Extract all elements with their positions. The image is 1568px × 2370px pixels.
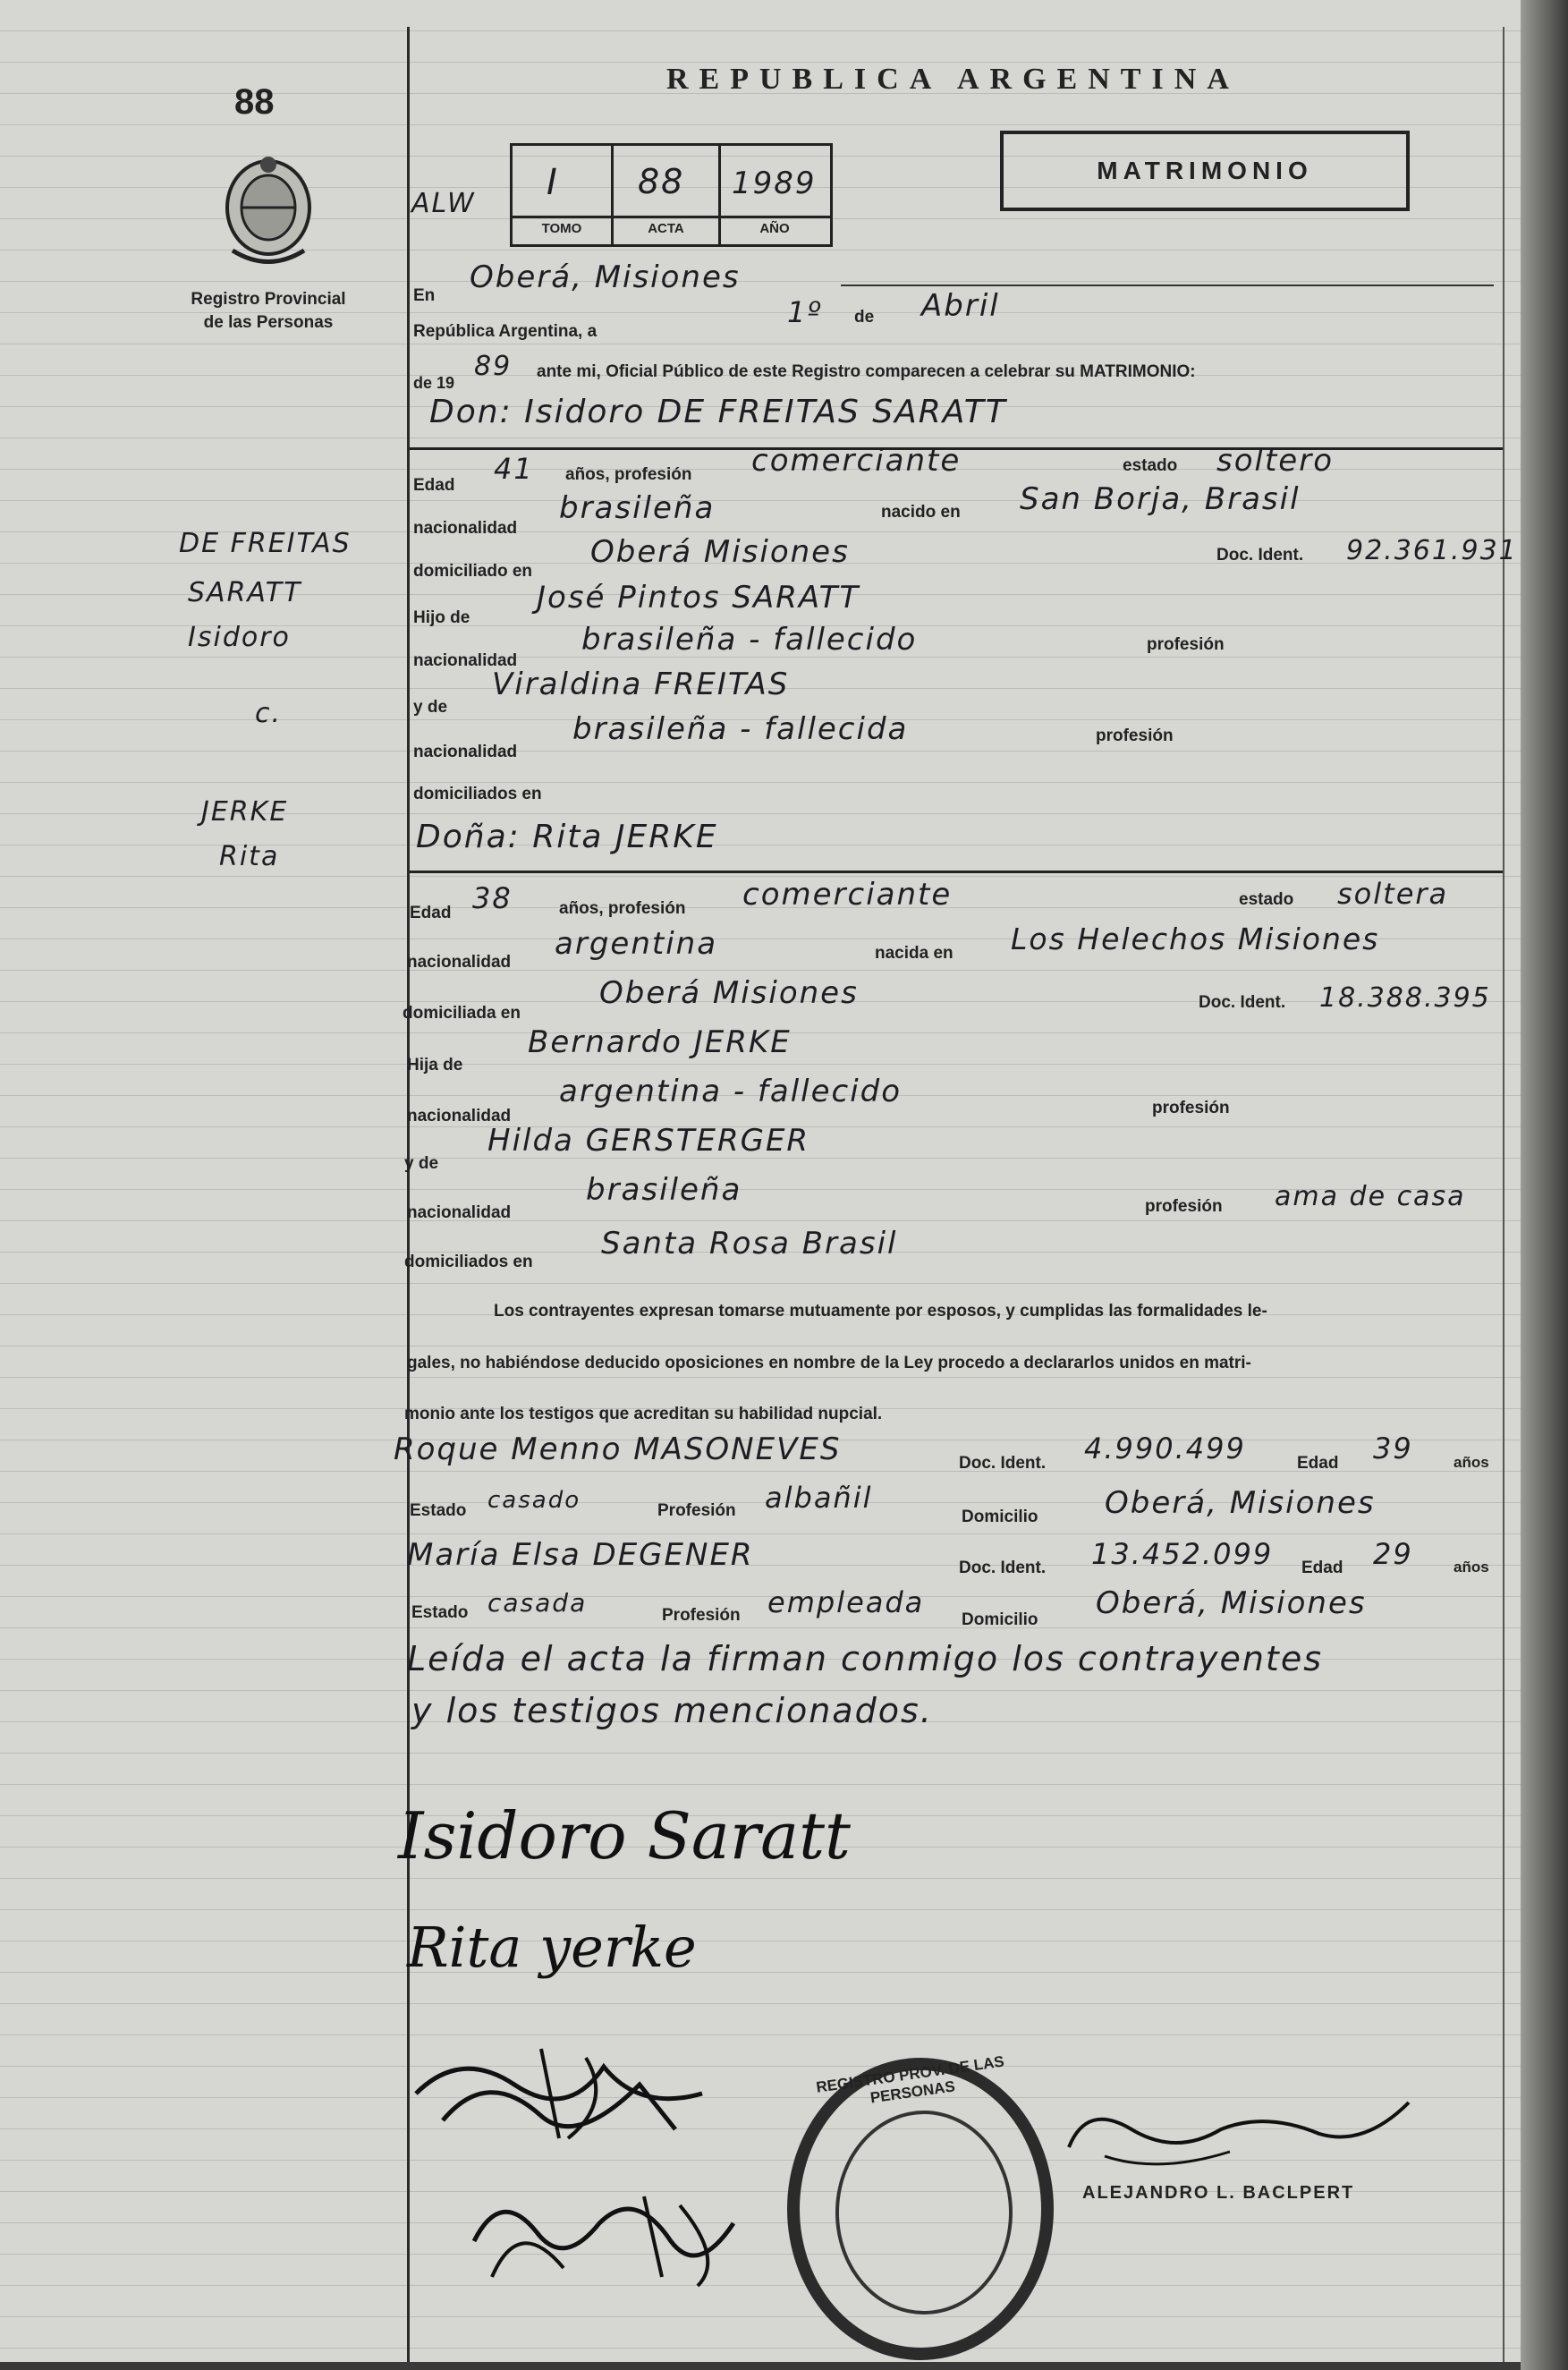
page-number: 88 (234, 82, 275, 122)
book-edge (1521, 0, 1568, 2370)
right-border (1503, 27, 1504, 2362)
witness2-domicilio-label: Domicilio (962, 1610, 1038, 1629)
ref-prefix: ALW (411, 188, 476, 219)
witness2-name: María Elsa DEGENER (407, 1537, 754, 1573)
witness2-edad-label: Edad (1301, 1559, 1343, 1577)
witness1-profesion-label: Profesión (657, 1501, 736, 1520)
groom-edad: 41 (494, 452, 534, 486)
bride-madre-nac-label: nacionalidad (407, 1203, 512, 1222)
bride-nacida-en: Los Helechos Misiones (1011, 922, 1380, 956)
groom-padre-nac-label: nacionalidad (413, 651, 518, 670)
year-prefix: de 19 (413, 374, 455, 392)
coat-of-arms-icon (215, 152, 322, 277)
margin-note-1: DE FREITAS (179, 528, 352, 559)
bride-padre-nac: argentina - fallecido (559, 1074, 903, 1109)
witness1-estado: casado (487, 1487, 581, 1514)
bride-padre: Bernardo JERKE (528, 1024, 792, 1060)
bride-edad-label: Edad (410, 904, 452, 922)
groom-yde-label: y de (413, 698, 448, 717)
groom-edad-label: Edad (413, 476, 455, 495)
groom-madre: Viraldina FREITAS (492, 667, 790, 702)
witness2-doc: 13.452.099 (1091, 1537, 1274, 1571)
registry-seal (787, 2052, 1054, 2360)
seal-text: REGISTRO PROV. DE LAS PERSONAS (815, 2052, 1005, 2107)
place-value: Oberá, Misiones (470, 259, 741, 295)
groom-doc: 92.361.931 (1346, 535, 1518, 566)
margin-divider (407, 27, 410, 2362)
bride-name: Doña: Rita JERKE (416, 819, 718, 855)
witness1-doc: 4.990.499 (1084, 1431, 1246, 1465)
bride-padre-prof-label: profesión (1152, 1099, 1230, 1117)
bride-domicilio: Oberá Misiones (599, 975, 859, 1011)
de-label: de (854, 308, 875, 327)
bride-dom-label: domiciliada en (403, 1004, 521, 1023)
bride-madre: Hilda GERSTERGER (487, 1123, 810, 1159)
groom-profesion: comerciante (751, 443, 962, 479)
witness2-anos-label: años (1454, 1559, 1489, 1576)
day-value: 1º (787, 295, 823, 329)
registry-line-1: Registro Provincial (191, 290, 346, 309)
groom-hijo-label: Hijo de (413, 608, 470, 627)
anio-label: AÑO (759, 221, 790, 236)
closing-line-2: y los testigos mencionados. (411, 1691, 933, 1730)
declaration-line-1: Los contrayentes expresan tomarse mutuamente por esposos, y cumplidas las formalidades le- (494, 1302, 1267, 1321)
witness2-estado: casada (487, 1588, 588, 1618)
tomo-value: I (547, 162, 559, 203)
reference-box (510, 143, 833, 247)
rule (841, 285, 1494, 286)
groom-nac-label: nacionalidad (413, 519, 518, 538)
witness1-edad: 39 (1373, 1431, 1413, 1465)
witness1-edad-label: Edad (1297, 1454, 1339, 1473)
groom-nacido-en: San Borja, Brasil (1020, 481, 1301, 517)
witness2-profesion-label: Profesión (662, 1606, 741, 1625)
bride-yde-label: y de (404, 1154, 439, 1173)
groom-domiciliados-label: domiciliados en (413, 785, 542, 803)
groom-madre-nac: brasileña - fallecida (572, 711, 909, 747)
groom-nacido-label: nacido en (881, 503, 961, 522)
witness1-doc-label: Doc. Ident. (959, 1454, 1047, 1473)
document-type-box (1000, 131, 1410, 211)
bride-estado-label: estado (1239, 890, 1294, 909)
witness1-name: Roque Menno MASONEVES (394, 1431, 842, 1467)
witness2-estado-label: Estado (411, 1603, 469, 1622)
acta-label: ACTA (648, 221, 684, 236)
declaration-line-3: monio ante los testigos que acreditan su habilidad nupcial. (404, 1405, 883, 1423)
groom-padre-nac: brasileña - fallecido (581, 622, 918, 658)
groom-signature: Isidoro Saratt (398, 1798, 851, 1873)
bride-hija-label: Hija de (407, 1056, 463, 1075)
groom-nacionalidad: brasileña (559, 490, 716, 526)
margin-note-6: Rita (219, 841, 280, 872)
witness2-domicilio: Oberá, Misiones (1096, 1585, 1367, 1621)
year-suffix: 89 (474, 351, 513, 382)
witness2-doc-label: Doc. Ident. (959, 1559, 1047, 1577)
month-value: Abril (921, 288, 1000, 324)
anio-value: 1989 (732, 166, 817, 201)
witness1-domicilio-label: Domicilio (962, 1508, 1038, 1526)
official-name: ALEJANDRO L. BACLPERT (1082, 2183, 1355, 2203)
groom-doc-label: Doc. Ident. (1216, 546, 1304, 565)
witness1-profesion: albañil (765, 1481, 873, 1515)
witness2-profesion: empleada (767, 1585, 925, 1619)
closing-line-1: Leída el acta la firman conmigo los contrayentes (407, 1639, 1323, 1678)
groom-name: Don: Isidoro DE FREITAS SARATT (429, 394, 1007, 430)
bride-madre-prof-label: profesión (1145, 1197, 1223, 1216)
declaration-line-2: gales, no habiéndose deducido oposiciones en nombre de la Ley procedo a declararlos unidos en matri- (407, 1354, 1251, 1372)
bride-madre-prof: ama de casa (1275, 1181, 1466, 1212)
witness1-domicilio: Oberá, Misiones (1105, 1485, 1376, 1521)
groom-dom-label: domiciliado en (413, 562, 533, 581)
bride-estado: soltera (1337, 877, 1449, 911)
tomo-label: TOMO (541, 221, 582, 236)
groom-padre: José Pintos SARATT (537, 580, 860, 616)
groom-profesion-label: años, profesión (565, 465, 692, 484)
margin-note-2: SARATT (188, 577, 302, 608)
bride-profesion: comerciante (742, 877, 953, 913)
bride-edad: 38 (472, 881, 513, 915)
groom-madre-prof-label: profesión (1096, 726, 1174, 745)
bride-nacionalidad: argentina (555, 926, 718, 962)
groom-estado-label: estado (1123, 456, 1178, 475)
groom-padre-prof-label: profesión (1147, 635, 1225, 654)
acta-value: 88 (638, 162, 685, 201)
margin-note-3: Isidoro (188, 622, 291, 653)
bride-nacida-label: nacida en (875, 944, 954, 963)
bride-padre-nac-label: nacionalidad (407, 1107, 512, 1126)
bride-madre-nac: brasileña (586, 1172, 742, 1208)
margin-note-5: JERKE (201, 796, 289, 828)
republic-label: República Argentina, a (413, 322, 598, 341)
witness1-estado-label: Estado (410, 1501, 467, 1520)
bride-domiciliados: Santa Rosa Brasil (601, 1226, 898, 1261)
bride-domiciliados-label: domiciliados en (404, 1253, 533, 1271)
groom-estado: soltero (1216, 443, 1334, 479)
witness1-anos-label: años (1454, 1454, 1489, 1471)
groom-domicilio: Oberá Misiones (590, 534, 850, 570)
intro-text: ante mi, Oficial Público de este Registro comparecen a celebrar su MATRIMONIO: (537, 362, 1196, 381)
bride-nac-label: nacionalidad (407, 953, 512, 972)
witness2-signature (465, 2170, 751, 2295)
official-signature (1051, 2085, 1427, 2183)
bride-signature: Rita yerke (407, 1915, 697, 1980)
bride-profesion-label: años, profesión (559, 899, 686, 918)
document-type: MATRIMONIO (1097, 157, 1313, 184)
registry-line-2: de las Personas (203, 313, 334, 332)
registry-label (170, 288, 367, 335)
country-title: REPUBLICA ARGENTINA (666, 63, 1240, 96)
en-label: En (413, 286, 436, 305)
margin-note-4: c. (255, 698, 283, 729)
bride-doc-label: Doc. Ident. (1199, 993, 1286, 1012)
witness2-edad: 29 (1373, 1537, 1413, 1571)
witness1-signature (407, 2031, 729, 2165)
bride-doc: 18.388.395 (1319, 982, 1491, 1014)
groom-madre-nac-label: nacionalidad (413, 743, 518, 761)
